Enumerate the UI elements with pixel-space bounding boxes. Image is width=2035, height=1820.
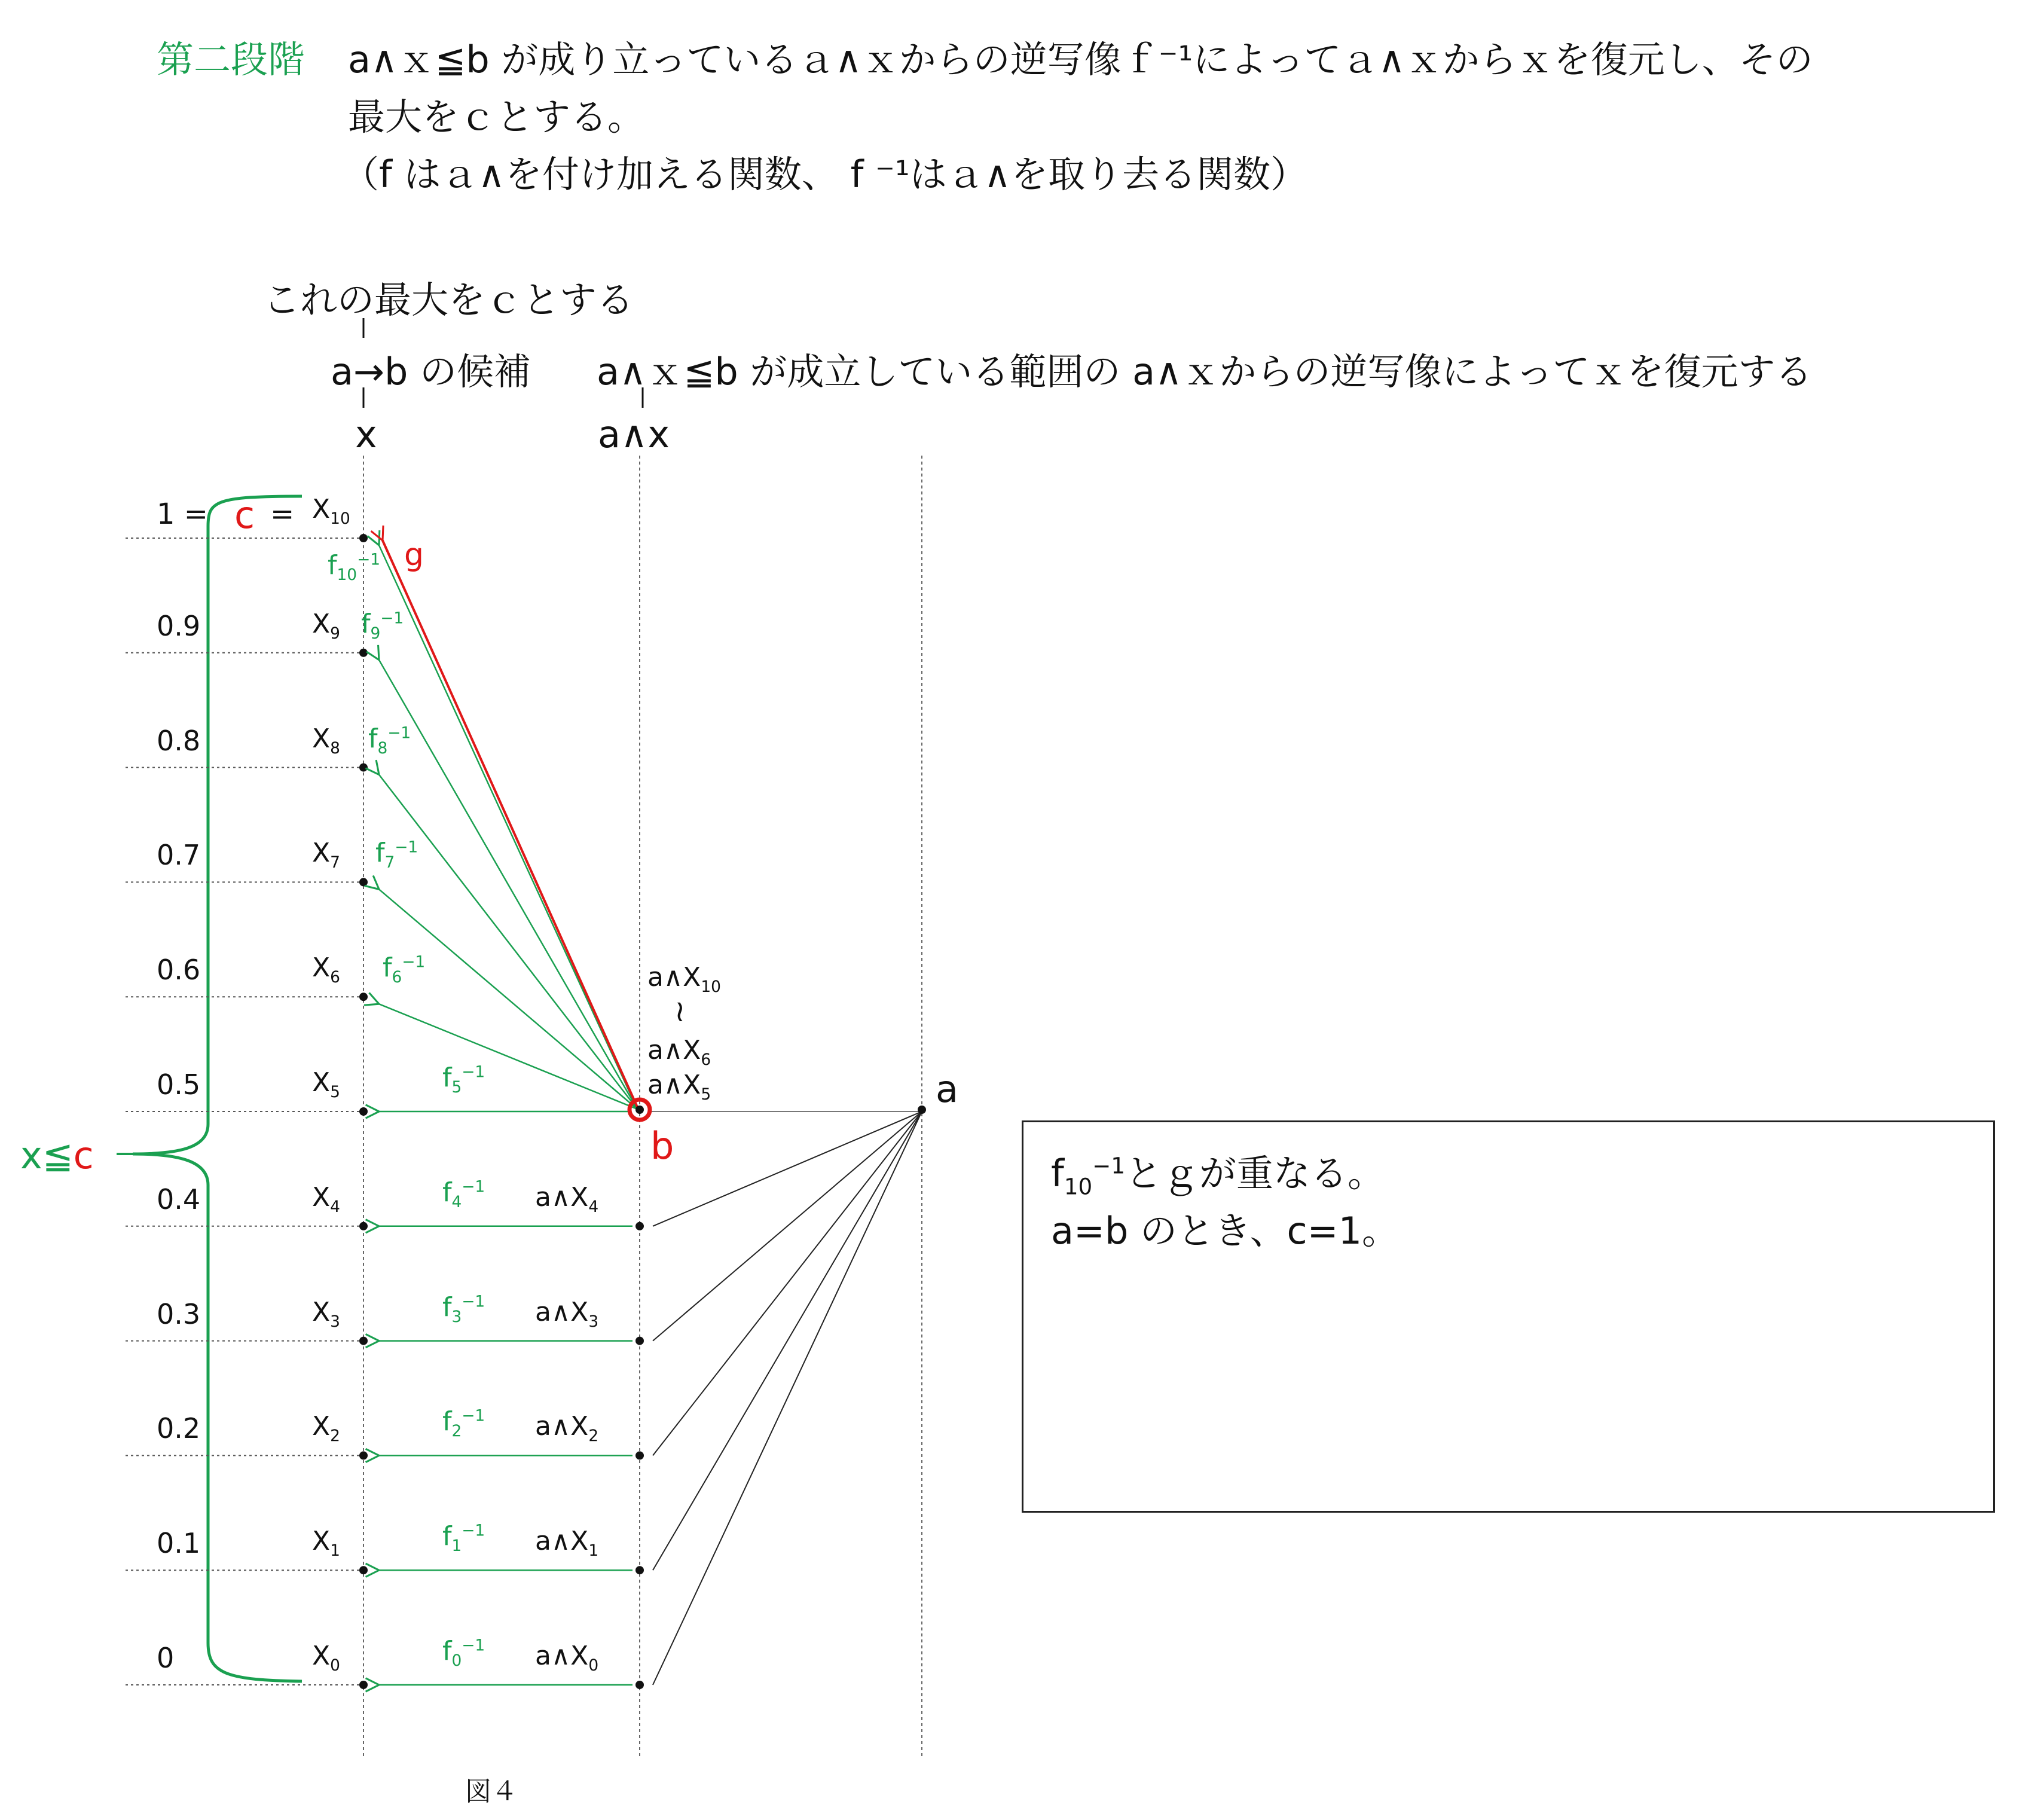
- a-line-0: [653, 1111, 922, 1685]
- a-point-label: a: [936, 1067, 958, 1111]
- a-dot: [918, 1106, 926, 1114]
- max-label: これの最大をｃとする: [263, 278, 634, 322]
- ax-dot-4: [635, 1222, 644, 1230]
- ax-label-10: $a\wedge X_{10}$: [647, 962, 721, 996]
- f-inv-arrow-9: [379, 660, 637, 1109]
- ax-axis-label: a∧x: [598, 413, 670, 456]
- x-label-1: $X_1$: [312, 1526, 340, 1560]
- ax-label-2: $a\wedge X_2$: [535, 1411, 599, 1446]
- x-axis-label: x: [355, 413, 377, 456]
- a-line-2: [653, 1111, 922, 1455]
- x-dot-7: [359, 878, 368, 886]
- header-line-3: （f はａ∧を付け加える関数、 f ⁻¹はａ∧を取り去る関数）: [342, 152, 1308, 196]
- note-line-2: a=b のとき、c=1。: [1051, 1209, 1400, 1253]
- range-label-c: c: [73, 1134, 94, 1177]
- f-inv-arrow-10: [379, 545, 637, 1109]
- header-line-1: a∧ｘ≦b が成り立っているａ∧ｘからの逆写像ｆ⁻¹によってａ∧ｘからｘを復元し、その: [348, 38, 1813, 81]
- ax-label-5: $a\wedge X_5$: [647, 1070, 711, 1104]
- f-label-1: $f_1^{-1}$: [442, 1521, 485, 1555]
- x-label-6: $X_6$: [312, 952, 340, 987]
- value-label-1: 0.1: [157, 1527, 201, 1560]
- x-dot-3: [359, 1337, 368, 1345]
- x-dot-5: [359, 1107, 368, 1116]
- f-label-7: $f_7^{-1}$: [375, 838, 418, 872]
- note-line-1: [1051, 1144, 1385, 1199]
- f-inv-arrow-8: [379, 775, 637, 1109]
- stage-label: 第二段階: [157, 38, 305, 81]
- ax-label-3: $a\wedge X_3$: [535, 1296, 599, 1331]
- value-label-5: 0.5: [157, 1068, 201, 1101]
- f-label-9: $f_9^{-1}$: [361, 608, 404, 643]
- figure-caption: 図４: [465, 1776, 518, 1807]
- c-top-label: c: [234, 493, 255, 537]
- x-label-2: $X_2$: [312, 1411, 340, 1446]
- x-dot-4: [359, 1222, 368, 1230]
- note-box: [1022, 1120, 1995, 1513]
- ax-dot-1: [635, 1566, 644, 1574]
- note-f-sub: 10: [1064, 1173, 1093, 1200]
- x-label-0: $X_0$: [312, 1641, 340, 1675]
- value-label-8: 0.8: [157, 724, 201, 757]
- g-label: g: [404, 537, 424, 573]
- x-label-9: $X_9$: [312, 608, 340, 643]
- f-label-2: $f_2^{-1}$: [442, 1406, 485, 1441]
- ax-dot-0: [635, 1681, 644, 1689]
- range-label: [20, 1134, 94, 1177]
- x-dot-2: [359, 1451, 368, 1459]
- recover-label: a∧ｘ≦b が成立している範囲の a∧ｘからの逆写像によってｘを復元する: [597, 350, 1813, 393]
- g-arrow: [383, 540, 638, 1110]
- x-dot-10: [359, 534, 368, 542]
- x-dot-6: [359, 993, 368, 1001]
- f-label-5: $f_5^{-1}$: [442, 1062, 485, 1097]
- x-label-4: $X_4$: [312, 1181, 340, 1216]
- f-label-4: $f_4^{-1}$: [442, 1177, 485, 1211]
- f-label-10: $f_{10}^{-1}$: [328, 550, 380, 584]
- a-line-3: [653, 1111, 922, 1341]
- f-label-0: $f_0^{-1}$: [442, 1636, 485, 1670]
- a-line-4: [653, 1111, 922, 1226]
- ax-label-4: $a\wedge X_4$: [535, 1181, 599, 1216]
- value-label-2: 0.2: [157, 1412, 201, 1445]
- f-label-8: $f_8^{-1}$: [368, 723, 411, 758]
- x-label-5: $X_5$: [312, 1067, 340, 1101]
- ax-dot-2: [635, 1451, 644, 1459]
- ax-label-0: $a\wedge X_0$: [535, 1641, 599, 1675]
- value-label-9: 0.9: [157, 609, 201, 642]
- a-line-1: [653, 1111, 922, 1570]
- f-label-6: $f_6^{-1}$: [383, 952, 426, 987]
- value-label-0: 0: [157, 1642, 175, 1674]
- ax-label-1: $a\wedge X_1$: [535, 1526, 599, 1560]
- eq-one-label: 1 =: [157, 497, 209, 531]
- value-label-4: 0.4: [157, 1183, 201, 1216]
- note-f-sup: −1: [1092, 1152, 1125, 1179]
- f-label-3: $f_3^{-1}$: [442, 1291, 485, 1326]
- value-label-7: 0.7: [157, 839, 201, 872]
- f-inv-arrow-7: [379, 889, 637, 1109]
- header-line-2: 最大をｃとする。: [348, 95, 645, 139]
- x-label-3: $X_3$: [312, 1296, 340, 1331]
- candidate-label: a→b の候補: [331, 350, 531, 393]
- x-label-10: $X_{10}$: [312, 494, 350, 528]
- note-line-1-rest: とｇが重なる。: [1125, 1152, 1385, 1195]
- x-dot-1: [359, 1566, 368, 1574]
- note-f: f: [1051, 1152, 1064, 1195]
- ax-label-6: $a\wedge X_6$: [647, 1035, 711, 1069]
- x-dot-0: [359, 1681, 368, 1689]
- range-label-x: x≦: [20, 1134, 74, 1177]
- x-dot-9: [359, 649, 368, 657]
- tilde-mark: ≀: [674, 994, 686, 1028]
- x-label-8: $X_8$: [312, 723, 340, 758]
- value-label-3: 0.3: [157, 1297, 201, 1330]
- value-label-6: 0.6: [157, 954, 201, 987]
- b-point-label: b: [650, 1124, 674, 1168]
- eq-two-label: =: [270, 497, 295, 531]
- b-dot: [635, 1106, 644, 1114]
- x-dot-8: [359, 764, 368, 772]
- x-label-7: $X_7$: [312, 838, 340, 872]
- ax-dot-3: [635, 1337, 644, 1345]
